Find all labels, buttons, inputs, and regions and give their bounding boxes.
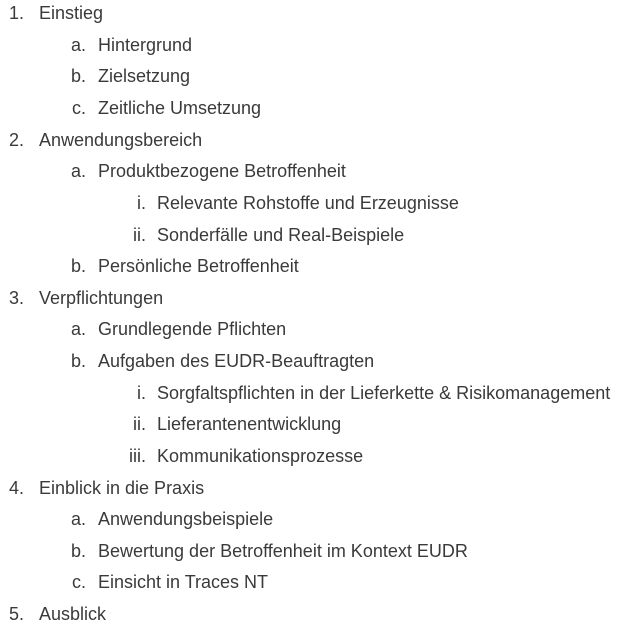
item-marker: a. — [70, 319, 86, 339]
item-marker: 4. — [8, 478, 24, 498]
item-text: Sonderfälle und Real-Beispiele — [157, 225, 405, 245]
item-marker: c. — [71, 572, 86, 592]
item-marker: c. — [71, 98, 86, 118]
item-marker: b. — [70, 256, 86, 276]
item-marker: ii. — [133, 225, 146, 245]
item-marker: b. — [70, 351, 86, 371]
item-marker: ii. — [133, 414, 146, 434]
item-marker: 3. — [8, 288, 24, 308]
item-text: Relevante Rohstoffe und Erzeugnisse — [157, 193, 459, 213]
item-text: Grundlegende Pflichten — [98, 319, 287, 339]
item-text: Zeitliche Umsetzung — [98, 98, 262, 118]
item-text: Zielsetzung — [98, 66, 191, 86]
item-marker: 2. — [8, 130, 24, 150]
item-marker: i. — [137, 383, 146, 403]
item-text: Einblick in die Praxis — [39, 478, 205, 498]
item-marker: 5. — [8, 604, 24, 624]
item-marker: b. — [70, 66, 86, 86]
item-text: Sorgfaltspflichten in der Lieferkette & Risikomanagement — [157, 383, 611, 403]
item-marker: a. — [70, 35, 86, 55]
item-text: Hintergrund — [98, 35, 193, 55]
item-text: Verpflichtungen — [39, 288, 164, 308]
item-text: Aufgaben des EUDR-Beauftragten — [98, 351, 375, 371]
item-marker: b. — [70, 541, 86, 561]
item-text: Lieferantenentwicklung — [157, 414, 342, 434]
item-text: Persönliche Betroffenheit — [98, 256, 299, 276]
item-marker: iii. — [129, 446, 146, 466]
item-text: Einsicht in Traces NT — [98, 572, 269, 592]
item-marker: 1. — [8, 3, 24, 23]
item-text: Anwendungsbeispiele — [98, 509, 274, 529]
item-marker: a. — [70, 509, 86, 529]
item-text: Ausblick — [39, 604, 107, 624]
item-marker: i. — [137, 193, 146, 213]
item-text: Einstieg — [39, 3, 104, 23]
item-text: Anwendungsbereich — [39, 130, 203, 150]
item-marker: a. — [70, 161, 86, 181]
item-text: Bewertung der Betroffenheit im Kontext EUDR — [98, 541, 468, 561]
item-text: Kommunikationsprozesse — [157, 446, 364, 466]
item-text: Produktbezogene Betroffenheit — [98, 161, 346, 181]
